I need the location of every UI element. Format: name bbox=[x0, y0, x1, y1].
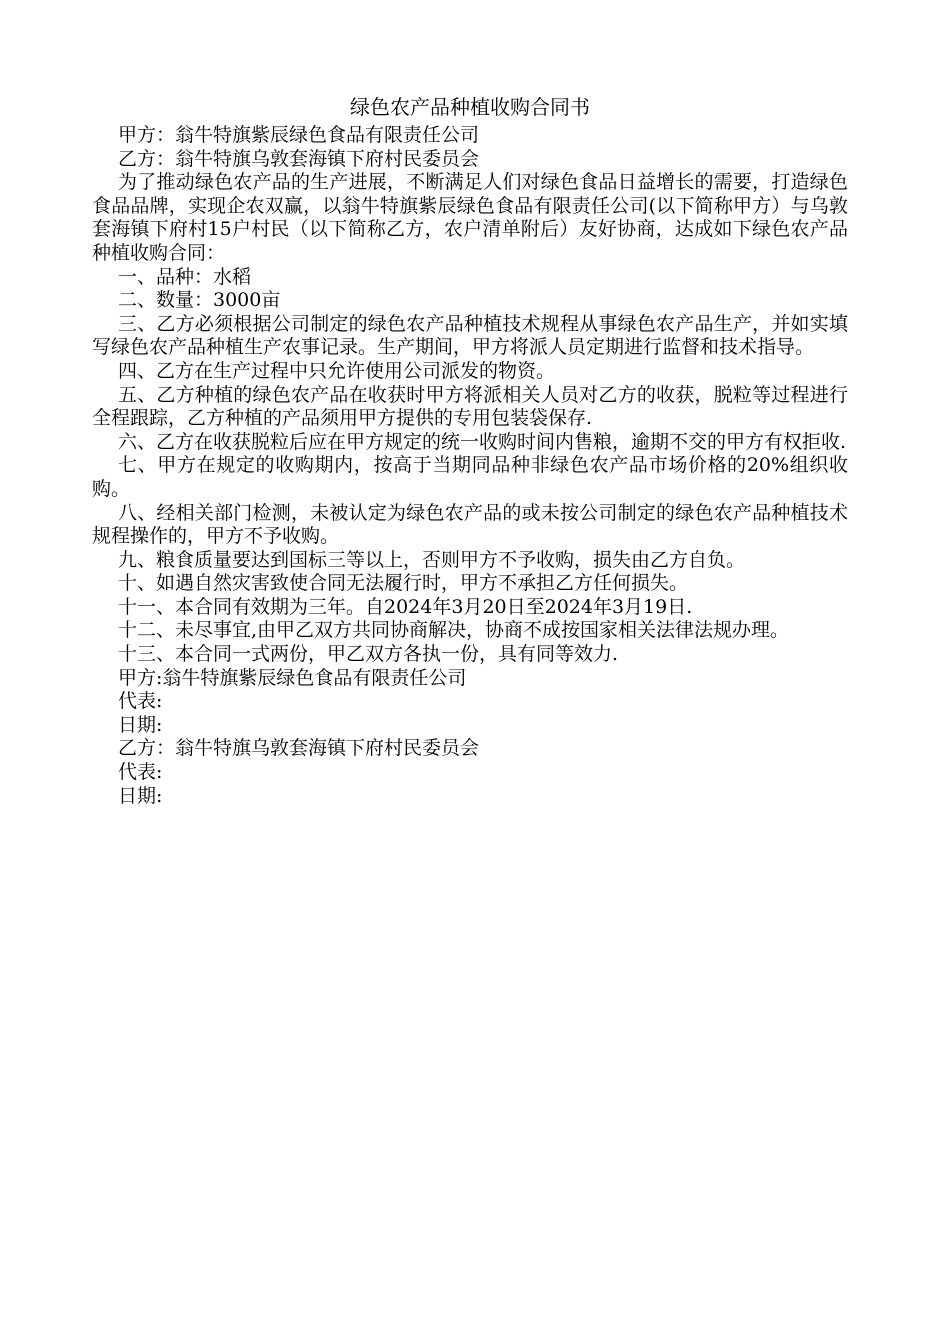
clause-8: 八、经相关部门检测，未被认定为绿色农产品的或未按公司制定的绿色农产品种植技术规程操作的，甲方不予收购。 bbox=[92, 501, 848, 548]
preamble-paragraph: 为了推动绿色农产品的生产进展，不断满足人们对绿色食品日益增长的需要，打造绿色食品品牌，实现企农双赢，以翁牛特旗紫辰绿色食品有限责任公司(以下简称甲方）与乌敦套海镇下府村15户村民（以下简称乙方，农户清单附后）友好协商，达成如下绿色农产品种植收购合同： bbox=[92, 171, 848, 264]
clause-9: 九、粮食质量要达到国标三等以上，否则甲方不予收购，损失由乙方自负。 bbox=[118, 548, 746, 571]
signature-party-a-date: 日期: bbox=[118, 713, 163, 736]
signature-party-b-representative: 代表: bbox=[118, 761, 163, 784]
signature-party-a: 甲方:翁牛特旗紫辰绿色食品有限责任公司 bbox=[118, 666, 467, 689]
clause-3: 三、乙方必须根据公司制定的绿色农产品种植技术规程从事绿色农产品生产，并如实填写绿色农产品种植生产农事记录。生产期间，甲方将派人员定期进行监督和技术指导。 bbox=[92, 312, 848, 359]
clause-10: 十、如遇自然灾害致使合同无法履行时，甲方不承担乙方任何损失。 bbox=[118, 572, 689, 595]
clause-4: 四、乙方在生产过程中只允许使用公司派发的物资。 bbox=[118, 359, 556, 382]
clause-12: 十二、未尽事宜,由甲乙双方共同协商解决，协商不成按国家相关法律法规办理。 bbox=[118, 619, 790, 642]
document-title: 绿色农产品种植收购合同书 bbox=[350, 95, 590, 119]
signature-party-a-representative: 代表: bbox=[118, 690, 163, 713]
clause-6: 六、乙方在收获脱粒后应在甲方规定的统一收购时间内售粮，逾期不交的甲方有权拒收. bbox=[118, 430, 847, 453]
signature-party-b-date: 日期: bbox=[118, 784, 163, 807]
clause-5: 五、乙方种植的绿色农产品在收获时甲方将派相关人员对乙方的收获，脱粒等过程进行全程跟踪，乙方种植的产品须用甲方提供的专用包装袋保存. bbox=[92, 383, 848, 430]
signature-party-b: 乙方：翁牛特旗乌敦套海镇下府村民委员会 bbox=[118, 737, 480, 760]
clause-7: 七、甲方在规定的收购期内，按高于当期同品种非绿色农产品市场价格的20%组织收购。 bbox=[92, 454, 848, 500]
clause-13: 十三、本合同一式两份，甲乙双方各执一份，具有同等效力. bbox=[118, 643, 619, 666]
party-a-line: 甲方：翁牛特旗紫辰绿色食品有限责任公司 bbox=[118, 124, 480, 146]
document-page bbox=[92, 92, 848, 808]
clause-1: 一、品种：水稻 bbox=[118, 265, 252, 288]
clause-11: 十一、本合同有效期为三年。自2024年3月20日至2024年3月19日. bbox=[118, 595, 693, 618]
clause-2: 二、数量：3000亩 bbox=[118, 289, 281, 312]
party-b-line: 乙方：翁牛特旗乌敦套海镇下府村民委员会 bbox=[118, 147, 480, 170]
